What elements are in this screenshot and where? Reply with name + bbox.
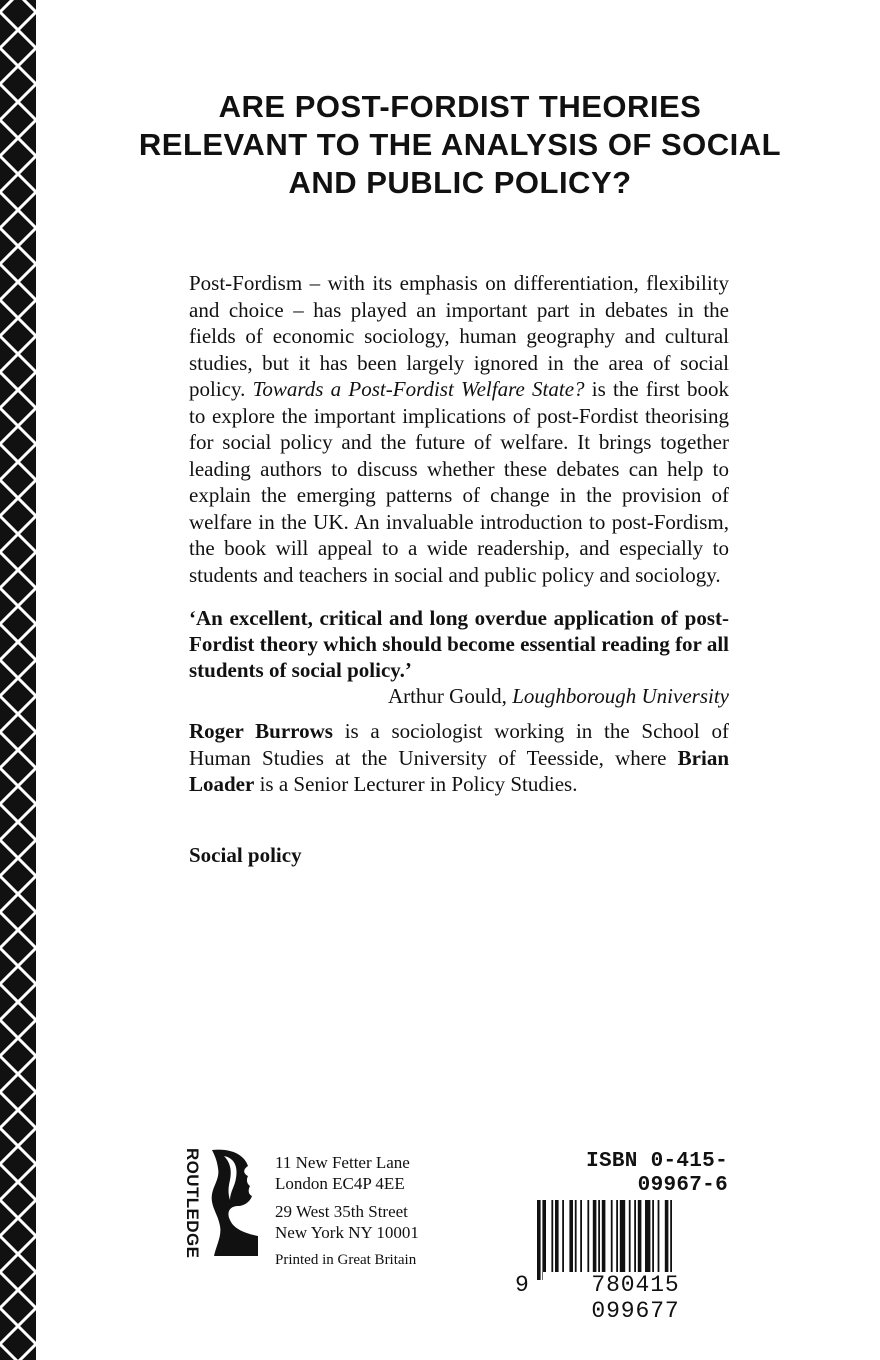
publisher-address: [275, 1152, 419, 1271]
barcode-digits: 780415 099677: [543, 1272, 728, 1324]
barcode-bar: [638, 1200, 642, 1280]
decorative-lattice-border: [0, 0, 36, 1360]
barcode-bar: [629, 1200, 631, 1280]
barcode-bar: [562, 1200, 564, 1280]
barcode-bar: [652, 1200, 654, 1280]
editor-bio-1: is a sociologist working in the School of Human Studies at the University of Teesside, where: [189, 719, 729, 770]
description-intro: Post-Fordism – with its emphasis on differentiation, flexibility and choice – has played an important part in debates in the fields of economic sociology, human geography and cultural studies, but it has been largely ignored in the area of social policy.: [189, 271, 729, 401]
editors-bio: [189, 718, 729, 798]
barcode-bar: [542, 1200, 546, 1280]
barcode-bar: [611, 1200, 613, 1280]
book-description: [189, 270, 729, 588]
barcode-bar: [658, 1200, 660, 1280]
uk-address-line-1: 11 New Fetter Lane: [275, 1153, 410, 1172]
barcode-bar: [569, 1200, 573, 1280]
barcode-bar: [575, 1200, 577, 1280]
review-attribution: [189, 683, 729, 709]
barcode-bar: [665, 1200, 669, 1280]
barcode-bar: [593, 1200, 597, 1280]
barcode-bar: [580, 1200, 582, 1280]
barcode-bar: [670, 1200, 672, 1280]
lattice-line: [0, 1344, 36, 1360]
barcode-bar: [598, 1200, 600, 1280]
editor-name-1: Roger Burrows: [189, 719, 333, 743]
barcode-bar: [634, 1200, 636, 1280]
lattice-line: [0, 1344, 36, 1360]
subject-category: Social policy: [189, 843, 302, 867]
editor-bio-2: is a Senior Lecturer in Policy Studies.: [254, 772, 578, 796]
uk-address-line-2: London EC4P 4EE: [275, 1174, 405, 1193]
barcode-bar: [620, 1200, 625, 1280]
publisher-logo: [180, 1148, 262, 1258]
us-address-line-2: New York NY 10001: [275, 1223, 419, 1242]
printed-in: Printed in Great Britain: [275, 1252, 417, 1268]
review-quote: ‘An excellent, critical and long overdue application of post-Fordist theory which should become essential reading for all students of social policy.’: [189, 606, 729, 682]
reviewer-name: Arthur Gould,: [387, 684, 513, 708]
barcode-bar: [555, 1200, 559, 1280]
publisher-wordmark: ROUTLEDGE: [183, 1148, 202, 1259]
barcode-bar: [645, 1200, 650, 1280]
barcode-bar: [587, 1200, 589, 1280]
barcode-bar: [616, 1200, 618, 1280]
lattice-pattern: [0, 0, 36, 1360]
barcode-bars: [535, 1200, 730, 1280]
isbn-block: [515, 1150, 730, 1324]
barcode-bar: [537, 1200, 541, 1280]
barcode: [515, 1200, 730, 1324]
isbn-number: ISBN 0-415-09967-6: [586, 1150, 728, 1197]
reviewer-affiliation: Loughborough University: [512, 684, 729, 708]
editor-name-2: Brian Loader: [189, 745, 729, 796]
barcode-bar: [551, 1200, 553, 1280]
barcode-bar: [602, 1200, 606, 1280]
barcode-prefix: 9: [515, 1272, 529, 1298]
publisher-logo-mark: [208, 1148, 262, 1258]
page-title: ARE POST-FORDIST THEORIES RELEVANT TO THE ANALYSIS OF SOCIAL AND PUBLIC POLICY?: [138, 89, 782, 200]
book-title-italic: Towards a Post-Fordist Welfare State?: [252, 377, 585, 401]
us-address-line-1: 29 West 35th Street: [275, 1202, 408, 1221]
description-rest: is the first book to explore the important implications of post-Fordist theorising for social policy and the future of welfare. It brings together leading authors to discuss whether these debates can help to explain the emerging patterns of change in the provision of welfare in the UK. An invaluable introduction to post-Fordism, the book will appeal to a wide readership, and especially to students and teachers in social and public policy and sociology.: [189, 377, 729, 587]
